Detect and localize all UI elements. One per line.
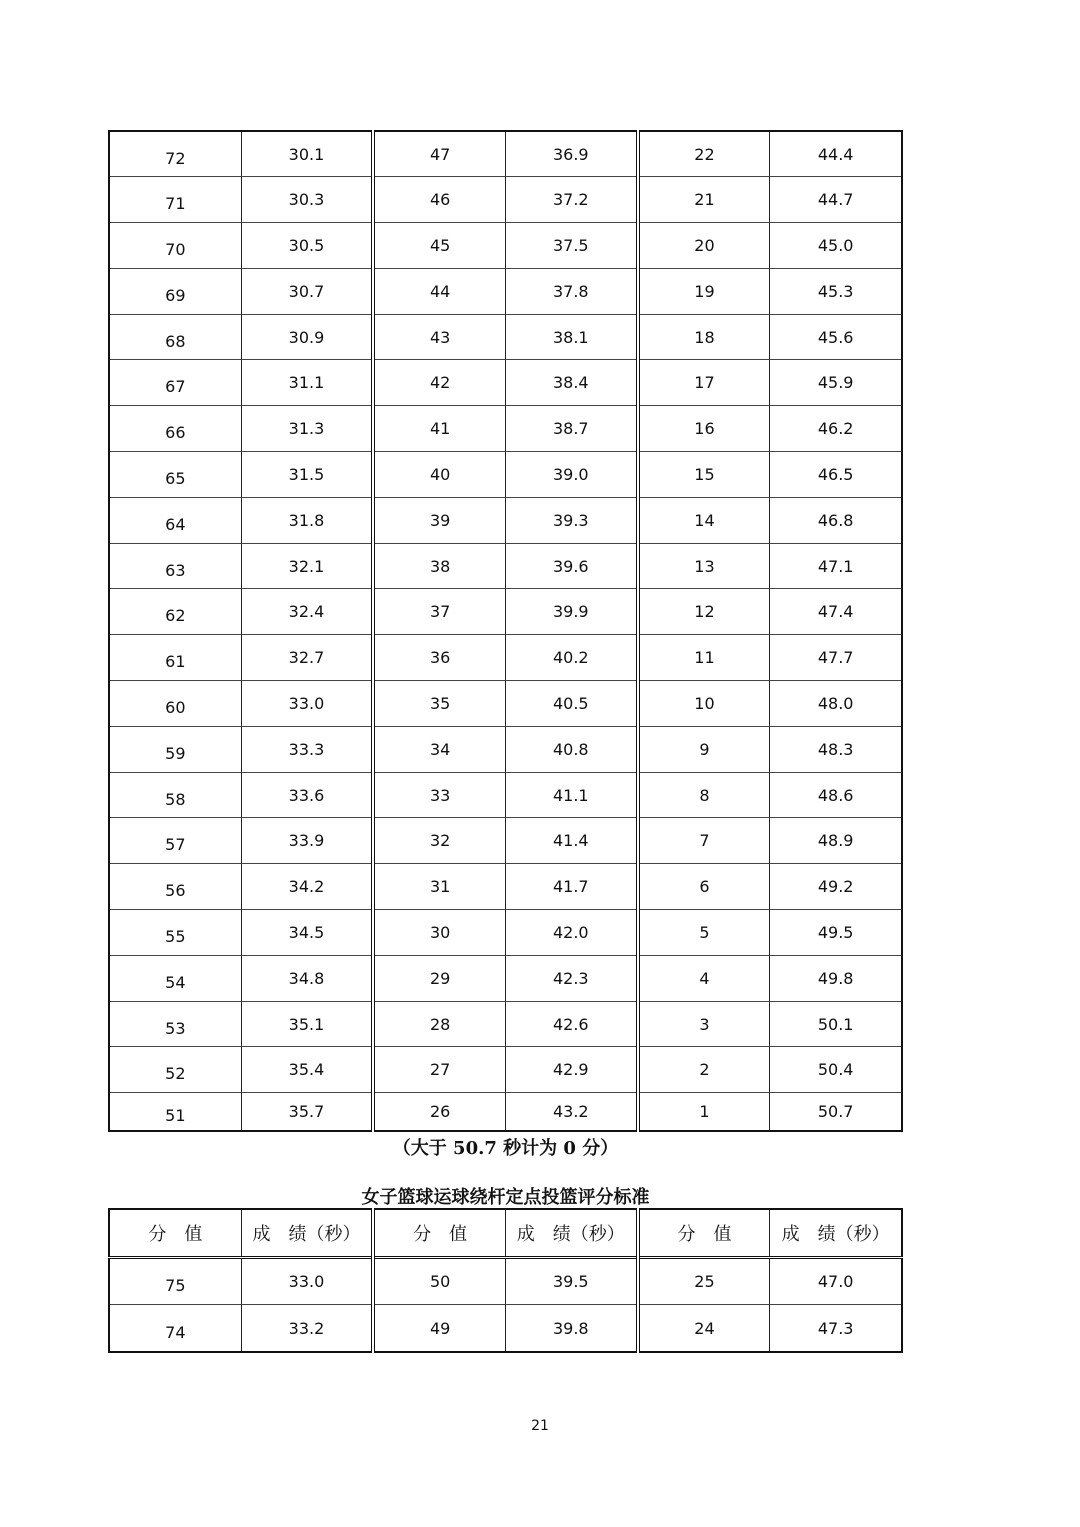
score-cell: 1 (638, 1093, 770, 1131)
time-cell: 49.2 (770, 864, 902, 910)
score-cell: 59 (109, 726, 241, 772)
time-cell: 41.4 (505, 818, 637, 864)
time-cell: 31.1 (241, 360, 373, 406)
score-cell: 28 (373, 1001, 505, 1047)
female-basketball-scoring-table (108, 1208, 903, 1353)
header-cell: 成 绩（秒） (770, 1209, 902, 1257)
time-cell: 37.5 (505, 223, 637, 269)
score-cell: 2 (638, 1047, 770, 1093)
table-row (109, 131, 902, 177)
score-cell: 69 (109, 268, 241, 314)
time-cell: 30.7 (241, 268, 373, 314)
table-header-row (109, 1209, 902, 1257)
score-cell: 61 (109, 635, 241, 681)
time-cell: 34.2 (241, 864, 373, 910)
score-cell: 11 (638, 635, 770, 681)
score-cell: 7 (638, 818, 770, 864)
time-cell: 42.3 (505, 955, 637, 1001)
time-cell: 33.0 (241, 1257, 373, 1305)
time-cell: 31.8 (241, 497, 373, 543)
time-cell: 50.1 (770, 1001, 902, 1047)
time-cell: 39.3 (505, 497, 637, 543)
score-cell: 71 (109, 177, 241, 223)
time-cell: 31.3 (241, 406, 373, 452)
table-row (109, 406, 902, 452)
score-cell: 53 (109, 1001, 241, 1047)
header-cell: 成 绩（秒） (505, 1209, 637, 1257)
score-cell: 17 (638, 360, 770, 406)
time-cell: 45.6 (770, 314, 902, 360)
score-cell: 47 (373, 131, 505, 177)
time-cell: 42.6 (505, 1001, 637, 1047)
time-cell: 33.3 (241, 726, 373, 772)
table-row (109, 589, 902, 635)
score-cell: 66 (109, 406, 241, 452)
time-cell: 47.7 (770, 635, 902, 681)
score-cell: 58 (109, 772, 241, 818)
score-cell: 44 (373, 268, 505, 314)
score-cell: 9 (638, 726, 770, 772)
time-cell: 46.5 (770, 452, 902, 498)
score-cell: 52 (109, 1047, 241, 1093)
score-cell: 65 (109, 452, 241, 498)
table-row (109, 497, 902, 543)
time-cell: 49.5 (770, 910, 902, 956)
score-cell: 50 (373, 1257, 505, 1305)
time-cell: 32.1 (241, 543, 373, 589)
score-cell: 62 (109, 589, 241, 635)
score-cell: 54 (109, 955, 241, 1001)
table-row (109, 1093, 902, 1131)
time-cell: 38.7 (505, 406, 637, 452)
table-row (109, 1257, 902, 1305)
table-row (109, 314, 902, 360)
table-row (109, 360, 902, 406)
score-cell: 68 (109, 314, 241, 360)
time-cell: 35.7 (241, 1093, 373, 1131)
time-cell: 34.5 (241, 910, 373, 956)
time-cell: 49.8 (770, 955, 902, 1001)
table-row (109, 268, 902, 314)
score-cell: 24 (638, 1305, 770, 1353)
score-cell: 57 (109, 818, 241, 864)
score-cell: 51 (109, 1093, 241, 1131)
score-cell: 40 (373, 452, 505, 498)
score-cell: 20 (638, 223, 770, 269)
time-cell: 35.1 (241, 1001, 373, 1047)
score-cell: 56 (109, 864, 241, 910)
time-cell: 38.1 (505, 314, 637, 360)
score-cell: 30 (373, 910, 505, 956)
time-cell: 30.3 (241, 177, 373, 223)
time-cell: 39.8 (505, 1305, 637, 1353)
table-row (109, 223, 902, 269)
time-cell: 47.3 (770, 1305, 902, 1353)
score-cell: 32 (373, 818, 505, 864)
header-cell: 分 值 (638, 1209, 770, 1257)
score-cell: 21 (638, 177, 770, 223)
time-cell: 48.0 (770, 681, 902, 727)
score-cell: 8 (638, 772, 770, 818)
score-cell: 12 (638, 589, 770, 635)
time-cell: 37.8 (505, 268, 637, 314)
time-cell: 35.4 (241, 1047, 373, 1093)
time-cell: 46.8 (770, 497, 902, 543)
time-cell: 40.8 (505, 726, 637, 772)
score-cell: 41 (373, 406, 505, 452)
time-cell: 34.8 (241, 955, 373, 1001)
score-cell: 55 (109, 910, 241, 956)
table-row (109, 726, 902, 772)
table-row (109, 864, 902, 910)
score-cell: 43 (373, 314, 505, 360)
score-cell: 15 (638, 452, 770, 498)
score-cell: 70 (109, 223, 241, 269)
table-footnote: （大于 50.7 秒计为 0 分） (392, 1138, 619, 1159)
time-cell: 50.4 (770, 1047, 902, 1093)
score-cell: 33 (373, 772, 505, 818)
time-cell: 44.4 (770, 131, 902, 177)
time-cell: 48.6 (770, 772, 902, 818)
score-cell: 14 (638, 497, 770, 543)
table-row (109, 1047, 902, 1093)
score-cell: 64 (109, 497, 241, 543)
table-row (109, 955, 902, 1001)
score-cell: 39 (373, 497, 505, 543)
score-cell: 37 (373, 589, 505, 635)
time-cell: 45.3 (770, 268, 902, 314)
time-cell: 37.2 (505, 177, 637, 223)
score-cell: 72 (109, 131, 241, 177)
score-cell: 25 (638, 1257, 770, 1305)
score-cell: 74 (109, 1305, 241, 1353)
table-row (109, 1001, 902, 1047)
time-cell: 47.4 (770, 589, 902, 635)
time-cell: 32.7 (241, 635, 373, 681)
score-cell: 75 (109, 1257, 241, 1305)
table-row (109, 635, 902, 681)
header-cell: 成 绩（秒） (241, 1209, 373, 1257)
section-title: 女子篮球运球绕杆定点投篮评分标准 (361, 1187, 650, 1208)
score-cell: 36 (373, 635, 505, 681)
header-cell: 分 值 (109, 1209, 241, 1257)
time-cell: 39.9 (505, 589, 637, 635)
score-cell: 16 (638, 406, 770, 452)
score-cell: 60 (109, 681, 241, 727)
header-cell: 分 值 (373, 1209, 505, 1257)
time-cell: 48.9 (770, 818, 902, 864)
table-row (109, 452, 902, 498)
time-cell: 32.4 (241, 589, 373, 635)
score-cell: 6 (638, 864, 770, 910)
time-cell: 42.0 (505, 910, 637, 956)
time-cell: 46.2 (770, 406, 902, 452)
score-cell: 46 (373, 177, 505, 223)
score-cell: 10 (638, 681, 770, 727)
time-cell: 40.5 (505, 681, 637, 727)
table-row (109, 818, 902, 864)
scoring-table-continued (108, 130, 903, 1132)
time-cell: 47.1 (770, 543, 902, 589)
score-cell: 31 (373, 864, 505, 910)
score-cell: 42 (373, 360, 505, 406)
time-cell: 48.3 (770, 726, 902, 772)
table-row (109, 772, 902, 818)
score-cell: 3 (638, 1001, 770, 1047)
score-cell: 29 (373, 955, 505, 1001)
time-cell: 39.5 (505, 1257, 637, 1305)
time-cell: 45.9 (770, 360, 902, 406)
time-cell: 38.4 (505, 360, 637, 406)
time-cell: 36.9 (505, 131, 637, 177)
score-cell: 34 (373, 726, 505, 772)
time-cell: 43.2 (505, 1093, 637, 1131)
time-cell: 40.2 (505, 635, 637, 681)
time-cell: 45.0 (770, 223, 902, 269)
table-row (109, 543, 902, 589)
score-cell: 67 (109, 360, 241, 406)
time-cell: 39.0 (505, 452, 637, 498)
score-cell: 19 (638, 268, 770, 314)
table-row (109, 681, 902, 727)
time-cell: 41.7 (505, 864, 637, 910)
page-number: 21 (531, 1418, 549, 1434)
time-cell: 33.9 (241, 818, 373, 864)
time-cell: 31.5 (241, 452, 373, 498)
score-cell: 4 (638, 955, 770, 1001)
table-row (109, 910, 902, 956)
time-cell: 47.0 (770, 1257, 902, 1305)
score-cell: 45 (373, 223, 505, 269)
score-cell: 26 (373, 1093, 505, 1131)
score-cell: 22 (638, 131, 770, 177)
score-cell: 5 (638, 910, 770, 956)
time-cell: 30.9 (241, 314, 373, 360)
table-row (109, 177, 902, 223)
time-cell: 33.2 (241, 1305, 373, 1353)
time-cell: 30.5 (241, 223, 373, 269)
time-cell: 42.9 (505, 1047, 637, 1093)
score-cell: 49 (373, 1305, 505, 1353)
time-cell: 33.6 (241, 772, 373, 818)
time-cell: 39.6 (505, 543, 637, 589)
time-cell: 50.7 (770, 1093, 902, 1131)
table-row (109, 1305, 902, 1353)
time-cell: 33.0 (241, 681, 373, 727)
score-cell: 35 (373, 681, 505, 727)
score-cell: 13 (638, 543, 770, 589)
score-cell: 38 (373, 543, 505, 589)
time-cell: 30.1 (241, 131, 373, 177)
score-cell: 63 (109, 543, 241, 589)
time-cell: 44.7 (770, 177, 902, 223)
score-cell: 18 (638, 314, 770, 360)
time-cell: 41.1 (505, 772, 637, 818)
score-cell: 27 (373, 1047, 505, 1093)
